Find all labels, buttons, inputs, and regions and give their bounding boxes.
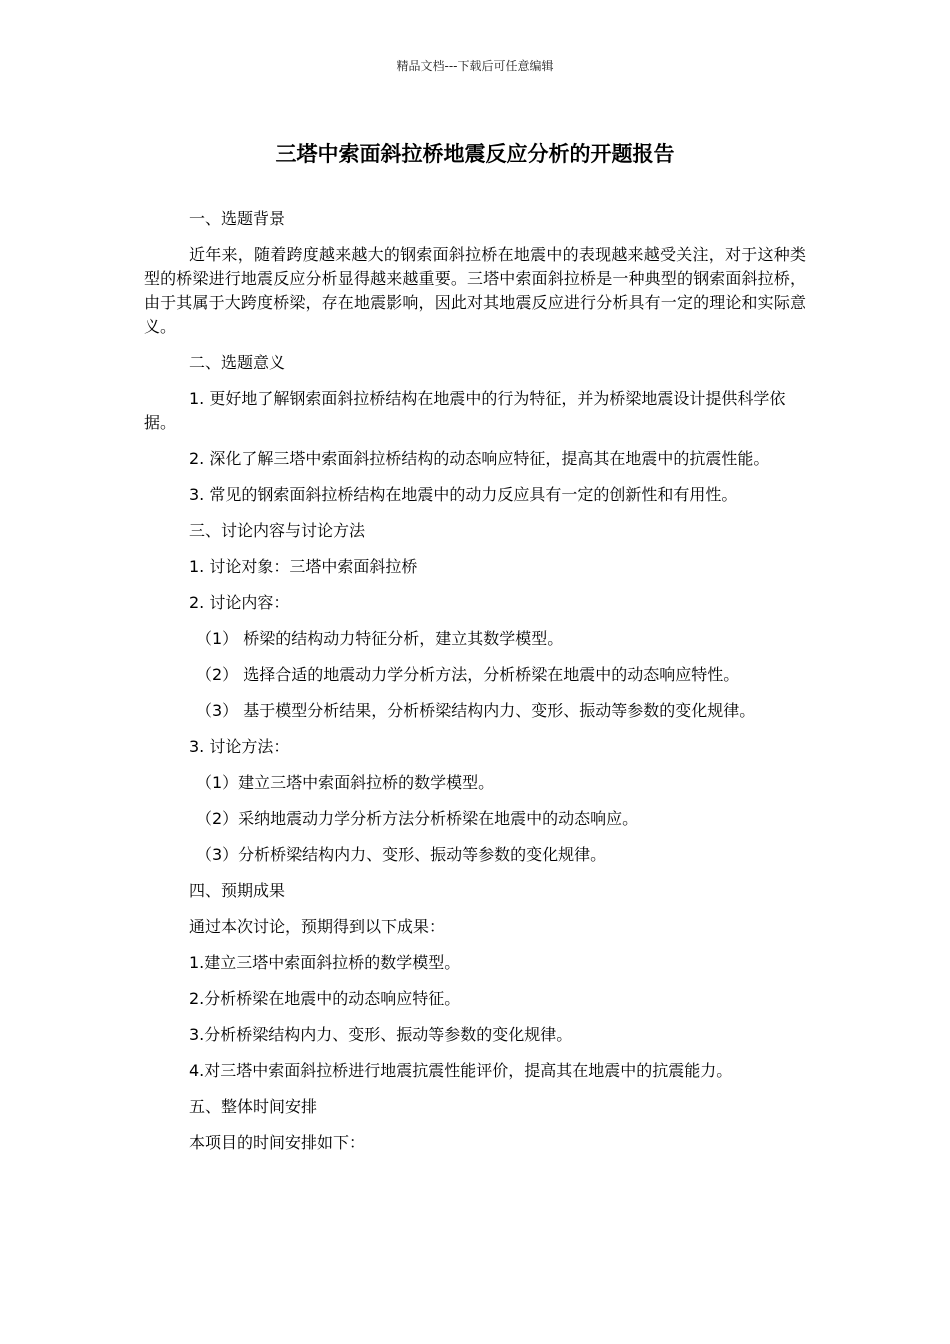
- section-1-paragraph: 近年来，随着跨度越来越大的钢索面斜拉桥在地震中的表现越来越受关注，对于这种类型的桥梁进行地震反应分析显得越来越重要。三塔中索面斜拉桥是一种典型的钢索面斜拉桥，由于其属于大跨度桥梁，存在地震影响，因此对其地震反应进行分析具有一定的理论和实际意义。: [144, 245, 806, 336]
- section-5-heading: 五、整体时间安排: [189, 1097, 318, 1116]
- section-4-item-1: 1.建立三塔中索面斜拉桥的数学模型。: [189, 953, 461, 972]
- section-2-heading: 二、选题意义: [189, 353, 286, 372]
- section-3-content-label: 2. 讨论内容：: [189, 593, 290, 612]
- section-3-method-item-2: （2）采纳地震动力学分析方法分析桥梁在地震中的动态响应。: [196, 809, 639, 828]
- section-2-item-3: 3. 常见的钢索面斜拉桥结构在地震中的动力反应具有一定的创新性和有用性。: [189, 485, 738, 504]
- section-4-item-4: 4.对三塔中索面斜拉桥进行地震抗震性能评价，提高其在地震中的抗震能力。: [189, 1061, 733, 1080]
- section-3-method-item-3: （3）分析桥梁结构内力、变形、振动等参数的变化规律。: [196, 845, 607, 864]
- section-2-item-2: 2. 深化了解三塔中索面斜拉桥结构的动态响应特征，提高其在地震中的抗震性能。: [189, 449, 770, 468]
- document-title: 三塔中索面斜拉桥地震反应分析的开题报告: [275, 142, 675, 166]
- document-body: [144, 207, 806, 1167]
- section-1-heading: 一、选题背景: [189, 209, 286, 228]
- section-4-item-3: 3.分析桥梁结构内力、变形、振动等参数的变化规律。: [189, 1025, 573, 1044]
- section-3-content-item-1: （1） 桥梁的结构动力特征分析，建立其数学模型。: [196, 629, 564, 648]
- section-3-content-item-2: （2） 选择合适的地震动力学分析方法，分析桥梁在地震中的动态响应特性。: [196, 665, 740, 684]
- page-header: 精品文档---下载后可任意编辑: [396, 59, 554, 73]
- section-4-item-2: 2.分析桥梁在地震中的动态响应特征。: [189, 989, 461, 1008]
- section-3-method-item-1: （1）建立三塔中索面斜拉桥的数学模型。: [196, 773, 495, 792]
- section-3-method-label: 3. 讨论方法：: [189, 737, 290, 756]
- section-5-intro: 本项目的时间安排如下：: [189, 1133, 366, 1152]
- section-4-intro: 通过本次讨论，预期得到以下成果：: [189, 917, 446, 936]
- section-3-object: 1. 讨论对象：三塔中索面斜拉桥: [189, 557, 418, 576]
- section-4-heading: 四、预期成果: [189, 881, 286, 900]
- section-2-item-1: 1. 更好地了解钢索面斜拉桥结构在地震中的行为特征，并为桥梁地震设计提供科学依据。: [144, 389, 786, 432]
- section-3-heading: 三、讨论内容与讨论方法: [189, 521, 366, 540]
- section-3-content-item-3: （3） 基于模型分析结果，分析桥梁结构内力、变形、振动等参数的变化规律。: [196, 701, 756, 720]
